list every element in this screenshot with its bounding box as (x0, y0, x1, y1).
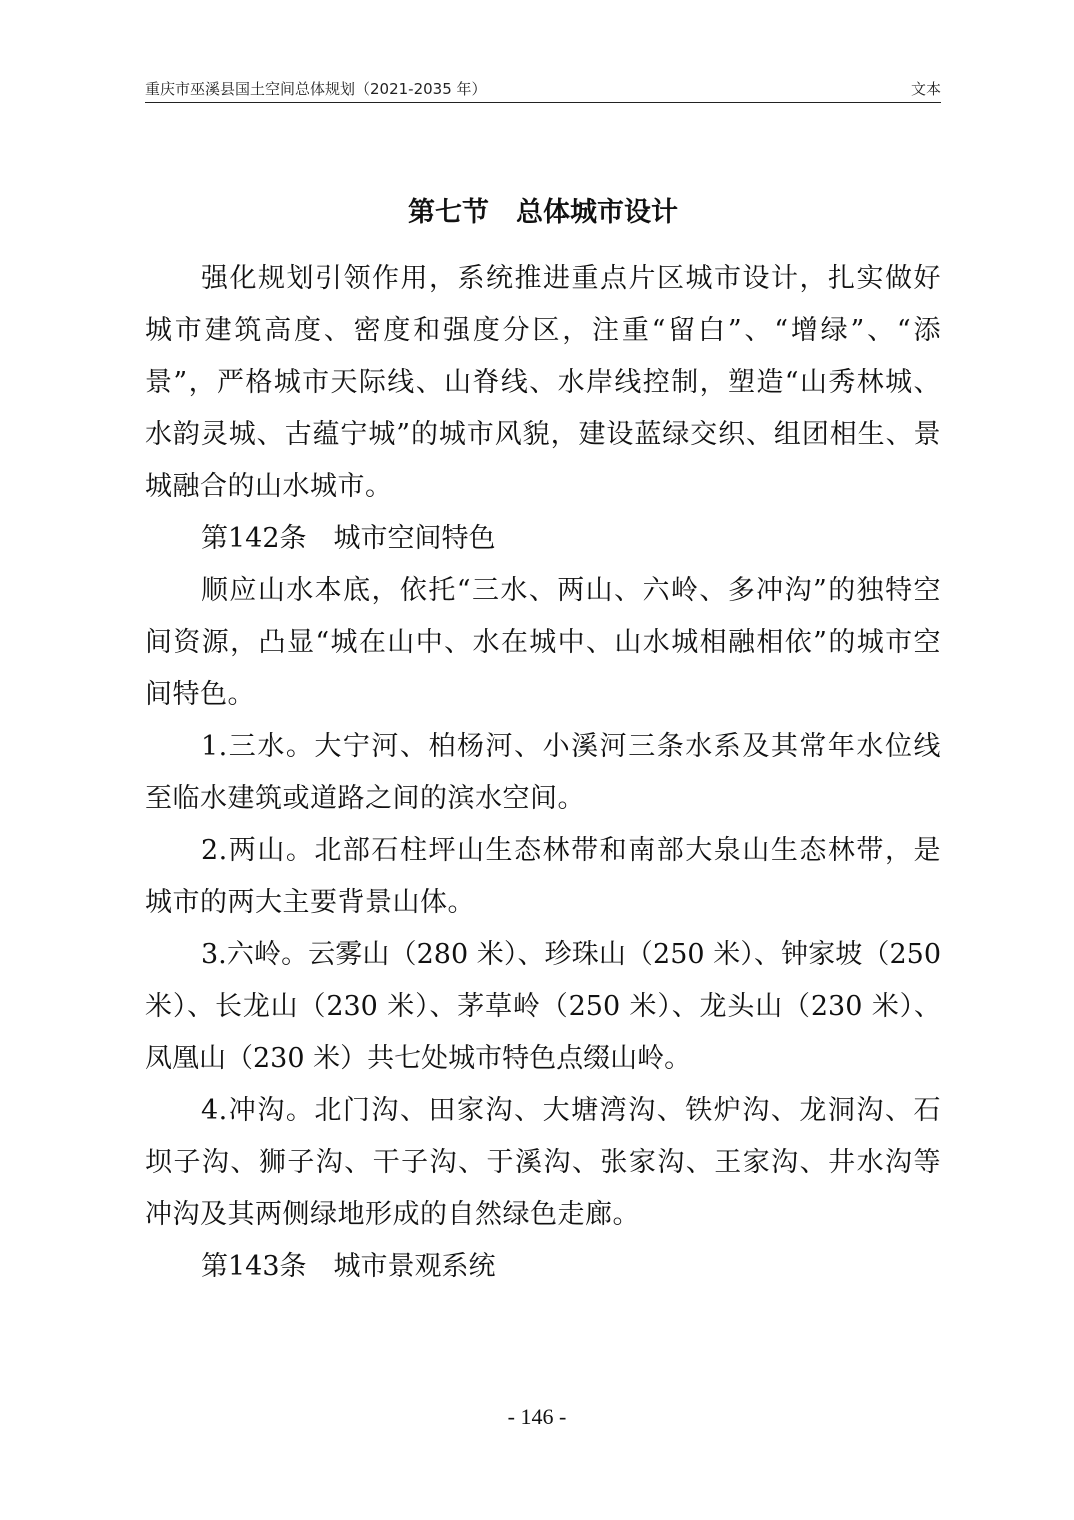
body-text (145, 253, 941, 1293)
header-section-label: 文本 (910, 80, 941, 98)
list-item-three-waters: 1.三水。大宁河、柏杨河、小溪河三条水系及其常年水位线至临水建筑或道路之间的滨水空间。 (145, 731, 941, 814)
article-143-heading: 第143条 城市景观系统 (201, 1251, 496, 1282)
article-142-paragraph: 顺应山水本底，依托“三水、两山、六岭、多冲沟”的独特空间资源，凸显“城在山中、水在城中、山水城相融相依”的城市空间特色。 (145, 575, 941, 710)
header-document-title: 重庆市巫溪县国土空间总体规划（2021-2035 年） (145, 80, 487, 98)
list-item-six-ridges: 3.六岭。云雾山（280 米）、珍珠山（250 米）、钟家坡（250 米）、长龙山（230 米）、茅草岭（250 米）、龙头山（230 米）、凤凰山（230 米）共七处城市特色点缀山岭。 (145, 939, 941, 1074)
article-142-heading: 第142条 城市空间特色 (201, 523, 496, 554)
section-title: 第七节 总体城市设计 (408, 197, 678, 228)
list-item-two-mountains: 2.两山。北部石柱坪山生态林带和南部大泉山生态林带，是城市的两大主要背景山体。 (145, 835, 941, 918)
running-header (145, 76, 941, 103)
intro-paragraph: 强化规划引领作用，系统推进重点片区城市设计，扎实做好城市建筑高度、密度和强度分区，注重“留白”、“增绿”、“添景”，严格城市天际线、山脊线、水岸线控制，塑造“山秀林城、水韵灵城、古蕴宁城”的城市风貌，建设蓝绿交织、组团相生、景城融合的山水城市。 (145, 263, 941, 502)
list-item-gullies: 4.冲沟。北门沟、田家沟、大塘湾沟、铁炉沟、龙洞沟、石坝子沟、狮子沟、干子沟、于溪沟、张家沟、王家沟、井水沟等冲沟及其两侧绿地形成的自然绿色走廊。 (145, 1095, 941, 1230)
page-number: - 146 - (507, 1404, 567, 1429)
